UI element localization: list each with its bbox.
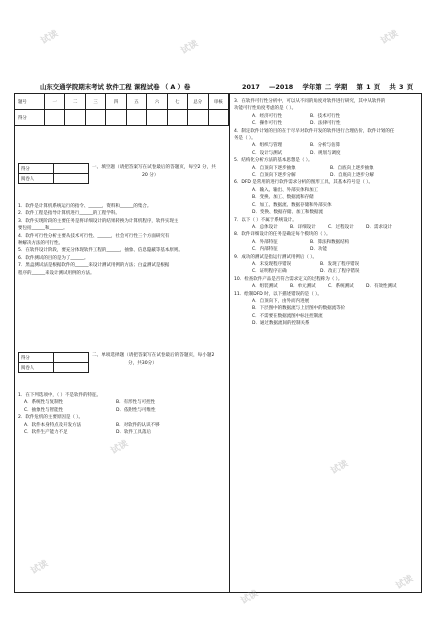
watermark: 试读: [109, 438, 131, 457]
choice-option[interactable]: B．算法和数据结构: [310, 239, 350, 245]
score-cell: 七: [167, 94, 187, 110]
choice-option[interactable]: D．法律可行性: [310, 121, 341, 127]
choice-option[interactable]: A．组织与管理: [252, 143, 283, 149]
choice-options: [234, 120, 418, 127]
grader-input[interactable]: [54, 363, 89, 373]
choice-option[interactable]: B．分析与估算: [310, 143, 341, 149]
choice-option[interactable]: D．规划与调度: [310, 150, 341, 156]
choice-option[interactable]: B．下层图中的数据流与上层图中的数据流等价: [252, 306, 346, 312]
column-divider: [229, 93, 230, 592]
choice-question: 4．制定软件计划的目的在于尽早对软件开发的软件进行合理估价，软件计划的任: [234, 128, 395, 134]
score-table-score-row: [15, 110, 229, 126]
choice-question: 6．DFD 是常用的进行软件需求分析的图形工具，其基本符号是（ ）。: [234, 180, 373, 186]
year-suffix: 学年第 二 学期: [302, 83, 348, 91]
choice-option[interactable]: B．发现了程序错误: [320, 261, 360, 267]
choice-option[interactable]: A．自顶向下，由外而内进展: [252, 298, 310, 304]
choice-option[interactable]: A．经济可行性: [252, 113, 283, 119]
score-cell: 四: [106, 94, 126, 110]
choice-option[interactable]: D．通过数据流间的控制关系: [252, 321, 310, 327]
choice-options: [234, 165, 418, 172]
choice-option[interactable]: D．改正了程序错误: [320, 269, 360, 275]
score-input-cell[interactable]: [208, 110, 229, 126]
choice-options: [234, 261, 418, 268]
section1-questions: [18, 203, 228, 277]
choice-options: [18, 399, 228, 406]
score-cell: 三: [85, 94, 105, 110]
choice-options: [234, 239, 418, 246]
grader-input[interactable]: [54, 353, 89, 363]
choice-option[interactable]: C．加工、数据流、数据存储和外部实体: [252, 202, 332, 208]
choice-option[interactable]: C．内部特征: [252, 247, 278, 253]
watermark: 试读: [29, 558, 51, 577]
grader-label: 得分: [19, 164, 54, 174]
score-input-cell[interactable]: [106, 110, 126, 126]
fill-question: 6．软件测试的目的是为了______。: [18, 255, 89, 261]
fill-question: 4．软件可行性分析主要从技术可行性、______，社会可行性三个方面研究有: [18, 233, 170, 239]
choice-option[interactable]: B．对软件的认识不够: [116, 422, 160, 428]
score-input-cell[interactable]: [147, 110, 167, 126]
grader-input[interactable]: [54, 164, 89, 174]
choice-question: 功能可行性角度考虑的是（ ）。: [234, 106, 297, 112]
score-input-cell[interactable]: [126, 110, 146, 126]
choice-option[interactable]: B．单元测试: [290, 284, 316, 290]
choice-option[interactable]: C．自顶向下逐步分解: [252, 173, 296, 179]
fill-question: 1．软件是计算机系统运行的指令、______，资料和______的集合。: [18, 204, 152, 209]
choice-option[interactable]: D．需求设计: [366, 224, 392, 230]
choice-option[interactable]: C．证明程序正确: [252, 269, 287, 275]
choice-option[interactable]: A．总体设计: [252, 224, 278, 230]
choice-options: [234, 246, 418, 253]
choice-option[interactable]: D．依附性与可维性: [116, 407, 156, 413]
choice-options: [234, 150, 418, 157]
choice-question: 3．在软件可行性分析中，可以从不同的角度对软件进行研究，其中从软件的: [234, 99, 386, 104]
score-cell: 二: [65, 94, 85, 110]
score-input-cell[interactable]: [65, 110, 85, 126]
choice-options: [234, 142, 418, 149]
choice-options: [234, 172, 418, 179]
watermark: 试读: [179, 38, 201, 57]
fill-question: 5．在软件设计阶段，要充分体现软件工程的______，抽象、信息隐蔽等基本原则。: [18, 248, 183, 254]
fill-question: 要包括______和______。: [18, 226, 68, 232]
choice-question: 务是（ ）。: [234, 136, 256, 142]
score-row-label: 得分: [15, 110, 45, 126]
watermark: 试读: [39, 28, 61, 47]
choice-option[interactable]: B．技术可行性: [310, 113, 341, 119]
score-cell: 审核: [208, 94, 229, 110]
choice-option[interactable]: A．外部特征: [252, 239, 278, 245]
section2-questions: [18, 392, 228, 436]
choice-options: [234, 224, 418, 231]
choice-option[interactable]: C．系统测试: [328, 284, 354, 290]
grader-label: 得分: [19, 353, 54, 363]
score-input-cell[interactable]: [188, 110, 208, 126]
choice-option[interactable]: C．操作可行性: [252, 121, 283, 127]
choice-option[interactable]: A．输入、输出、外部实体和加工: [252, 187, 319, 193]
choice-option[interactable]: A．组装测试: [252, 284, 278, 290]
page-number: 第 1 页: [356, 83, 381, 91]
fill-question: 种解决方法的可行性。: [18, 241, 63, 247]
page-total: 共 3 页: [389, 83, 414, 91]
choice-option[interactable]: B．有形性与可控性: [116, 400, 156, 406]
section1-title: [92, 164, 226, 180]
choice-question: 7．以下（ ）不属于系统设计。: [234, 217, 297, 223]
exam-title: 山东交通学院期末考试 软件工程 课程试卷 （ A ）卷: [40, 83, 191, 91]
choice-option[interactable]: A．软件本身特点及开发方法: [24, 422, 82, 428]
choice-options: [18, 407, 228, 414]
fill-question: 2．软件工程是指导计算机进行______的工程学科。: [18, 211, 120, 217]
right-column-questions: [234, 98, 418, 328]
choice-options: [234, 283, 418, 290]
score-input-cell[interactable]: [85, 110, 105, 126]
fill-question: 7．黑盒测试法是根据软件的______来设计测试用例的方法；白盒测试是根据: [18, 263, 170, 269]
section1-title-line: 一、填空题（请把答案写在试卷最后的答题页，每空2 分，共: [92, 165, 216, 170]
choice-options: [234, 113, 418, 120]
section1-grader-box: [18, 163, 89, 184]
choice-option[interactable]: A．系统性与复制性: [24, 400, 64, 406]
watermark: 试读: [394, 573, 416, 592]
choice-question: 5．结构化分析方法的基本思想是（ ）。: [234, 158, 313, 164]
choice-option[interactable]: C．软件生产能力不足: [24, 430, 68, 436]
score-input-cell[interactable]: [167, 110, 187, 126]
watermark: 试读: [329, 458, 351, 477]
choice-option[interactable]: A．自顶向下逐步抽象: [252, 165, 296, 171]
choice-option[interactable]: C．过程设计: [328, 224, 354, 230]
choice-option[interactable]: B．详细设计: [290, 224, 316, 230]
choice-option[interactable]: B．变换、加工、数据流和存储: [252, 195, 314, 201]
section2-grader-box: [18, 352, 89, 373]
score-cell: 六: [147, 94, 167, 110]
choice-question: 9．成功的测试是指运行测试用例后（ ）。: [234, 254, 318, 260]
score-cell: 一: [45, 94, 65, 110]
score-table-header-row: [15, 94, 229, 110]
fill-question: 3．软件实现阶段的主要任务是将详细设计的结果转换为计算机程序，软件实现主: [18, 218, 179, 224]
choice-option[interactable]: C．设计与测试: [252, 150, 283, 156]
choice-option[interactable]: D．自底向上逐步分解: [330, 173, 374, 179]
choice-option[interactable]: B．自底向上逐步抽象: [330, 165, 374, 171]
section2-title-line: 二、单项选择题（请把答案写在试卷最后的答题页，每小题2: [92, 353, 215, 358]
grader-input[interactable]: [54, 174, 89, 184]
section2-title: [92, 352, 226, 368]
score-cell: 五: [126, 94, 146, 110]
choice-option[interactable]: D．有效性测试: [366, 284, 397, 290]
score-table: [14, 93, 229, 126]
watermark: 试读: [379, 28, 401, 47]
choice-question: 2．软件危机的主要原因是（ ）。: [18, 415, 84, 421]
choice-question: 8．软件详细设计的任务是确定每个模块的（ ）。: [234, 232, 331, 238]
choice-question: 11．绘制DFD 时，以下描述错误的是（ ）。: [234, 291, 322, 297]
fill-question: 程序的______来设计测试用例的方法。: [18, 270, 95, 276]
semester-info: [242, 82, 419, 91]
score-input-cell[interactable]: [45, 110, 65, 126]
section1-title-line: 20 分）: [142, 173, 159, 178]
choice-option[interactable]: D．变换、数据存储、加工和数据流: [252, 210, 323, 216]
watermark: 试读: [239, 588, 261, 607]
choice-option[interactable]: C．抽象性与智能性: [24, 407, 64, 413]
choice-option[interactable]: D．功能: [310, 247, 327, 253]
choice-option[interactable]: D．软件工具落后: [116, 430, 151, 436]
score-cell: 题号: [15, 94, 45, 110]
choice-options: [18, 422, 228, 429]
section2-title-line: 分，共30分）: [128, 361, 157, 366]
choice-question: 1．在下列选项中，（ ）不是软件的特征。: [18, 393, 102, 398]
score-cell: 总分: [188, 94, 208, 110]
choice-option[interactable]: C．不需要在数据流图中标注控制流: [252, 313, 323, 319]
year-to: —2018: [269, 83, 294, 91]
grader-label: 阅卷人: [19, 174, 54, 184]
choice-option[interactable]: A．未发现程序错误: [252, 261, 292, 267]
grader-label: 阅卷人: [19, 363, 54, 373]
choice-question: 10．检查软件产品是否符合需求定义的过程称为（ ）。: [234, 276, 343, 282]
year-from: 2017: [242, 83, 260, 91]
choice-options: [234, 268, 418, 275]
